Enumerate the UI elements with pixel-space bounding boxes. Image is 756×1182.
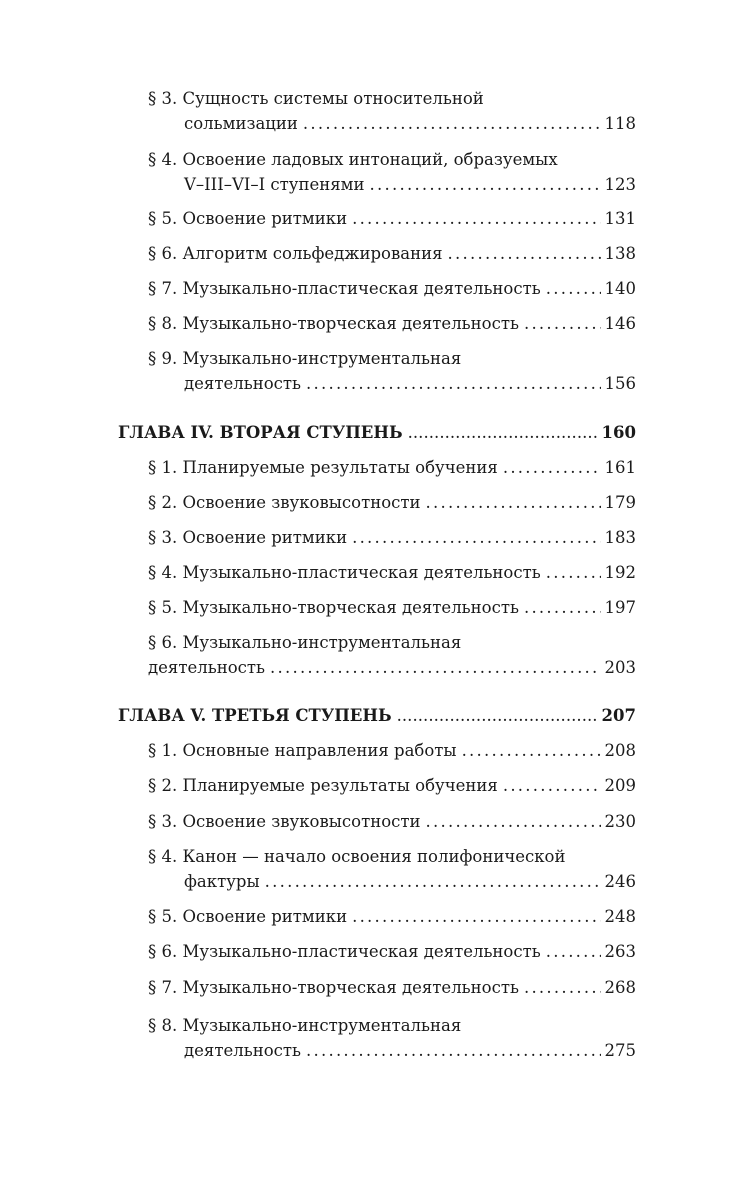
toc-entry-title: § 8. Музыкально-инструментальная xyxy=(148,1016,462,1035)
toc-page-number: 140 xyxy=(604,279,636,298)
toc-page-number: 230 xyxy=(604,812,636,831)
toc-entry-title: § 7. Музыкально-творческая деятельность xyxy=(148,978,519,997)
dot-leader xyxy=(524,311,601,336)
toc-entry-title: § 5. Освоение ритмики xyxy=(148,907,348,926)
toc-entry-title: § 4. Музыкально-пластическая деятельность xyxy=(148,563,541,582)
toc-entry-title-continued: деятельность xyxy=(184,374,301,393)
toc-entry-title: § 5. Музыкально-творческая деятельность xyxy=(148,598,519,617)
dot-leader xyxy=(546,560,601,585)
toc-entry[interactable] xyxy=(0,809,756,834)
toc-page-number: 183 xyxy=(604,528,636,547)
dot-leader xyxy=(462,738,601,763)
toc-entry-title-continued: деятельность xyxy=(184,1041,301,1060)
toc-page-number: 123 xyxy=(604,175,636,194)
toc-entry-title: § 6. Музыкально-инструментальная xyxy=(148,633,462,652)
dot-leader xyxy=(397,703,598,728)
toc-page-number: 203 xyxy=(604,658,636,677)
dot-leader xyxy=(306,1038,601,1063)
toc-page-number: 138 xyxy=(604,244,636,263)
dot-leader xyxy=(265,869,601,894)
dot-leader xyxy=(503,455,601,480)
toc-entry[interactable] xyxy=(0,939,756,964)
toc-page-number: 192 xyxy=(604,563,636,582)
toc-entry-title-continued: деятельность xyxy=(148,658,265,677)
toc-entry-title: § 3. Освоение звуковысотности xyxy=(148,812,421,831)
toc-page-number: 248 xyxy=(604,907,636,926)
dot-leader xyxy=(270,655,601,680)
toc-entry-title: § 2. Планируемые результаты обучения xyxy=(148,776,498,795)
dot-leader xyxy=(426,490,601,515)
dot-leader xyxy=(524,975,601,1000)
toc-chapter-entry[interactable] xyxy=(0,703,756,728)
toc-entry[interactable] xyxy=(0,455,756,480)
toc-entry[interactable] xyxy=(0,773,756,798)
toc-page-number: 160 xyxy=(601,423,636,442)
toc-entry[interactable] xyxy=(0,346,756,396)
dot-leader xyxy=(448,241,601,266)
toc-entry-title: § 2. Освоение звуковысотности xyxy=(148,493,421,512)
toc-page-number: 197 xyxy=(604,598,636,617)
toc-entry-title-continued: фактуры xyxy=(184,872,260,891)
toc-page-number: 209 xyxy=(604,776,636,795)
toc-entry-title-continued: сольмизации xyxy=(184,114,298,133)
dot-leader xyxy=(503,773,601,798)
toc-page-number: 131 xyxy=(604,209,636,228)
toc-entry[interactable] xyxy=(0,975,756,1000)
toc-entry[interactable] xyxy=(0,311,756,336)
toc-entry-title: § 4. Освоение ладовых интонаций, образуемых xyxy=(148,150,558,169)
toc-entry-title: § 8. Музыкально-творческая деятельность xyxy=(148,314,519,333)
toc-entry-title: § 9. Музыкально-инструментальная xyxy=(148,349,462,368)
toc-page-number: 246 xyxy=(604,872,636,891)
toc-page-number: 275 xyxy=(604,1041,636,1060)
toc-entry-title: § 6. Музыкально-пластическая деятельность xyxy=(148,942,541,961)
toc-page-number: 263 xyxy=(604,942,636,961)
toc-entry-title: § 7. Музыкально-пластическая деятельность xyxy=(148,279,541,298)
toc-entry[interactable] xyxy=(0,1013,756,1063)
toc-entry[interactable] xyxy=(0,490,756,515)
toc-page-number: 118 xyxy=(604,114,636,133)
toc-entry-title: § 5. Освоение ритмики xyxy=(148,209,348,228)
toc-entry-title: § 1. Планируемые результаты обучения xyxy=(148,458,498,477)
toc-page-number: 207 xyxy=(601,706,636,725)
toc-page-number: 146 xyxy=(604,314,636,333)
toc-chapter-title: ГЛАВА V. ТРЕТЬЯ СТУПЕНЬ xyxy=(118,706,392,725)
toc-entry[interactable] xyxy=(0,206,756,231)
toc-entry[interactable] xyxy=(0,241,756,266)
toc-entry[interactable] xyxy=(0,525,756,550)
toc-entry-title: § 3. Освоение ритмики xyxy=(148,528,348,547)
toc-entry-title: § 1. Основные направления работы xyxy=(148,741,457,760)
dot-leader xyxy=(524,595,601,620)
toc-entry[interactable] xyxy=(0,844,756,894)
dot-leader xyxy=(306,371,601,396)
toc-entry[interactable] xyxy=(0,276,756,301)
dot-leader xyxy=(352,525,600,550)
toc-entry[interactable] xyxy=(0,738,756,763)
dot-leader xyxy=(546,276,601,301)
toc-entry[interactable] xyxy=(0,147,756,197)
toc-entry[interactable] xyxy=(0,630,756,680)
dot-leader xyxy=(408,420,598,445)
toc-entry-title-continued: V–III–VI–I ступенями xyxy=(184,175,365,194)
toc-entry-title: § 3. Сущность системы относительной xyxy=(148,89,484,108)
toc-entry[interactable] xyxy=(0,86,756,136)
dot-leader xyxy=(352,904,600,929)
toc-page-number: 156 xyxy=(604,374,636,393)
dot-leader xyxy=(352,206,600,231)
dot-leader xyxy=(370,172,601,197)
toc-page-number: 161 xyxy=(604,458,636,477)
toc-entry[interactable] xyxy=(0,904,756,929)
dot-leader xyxy=(546,939,601,964)
toc-chapter-entry[interactable] xyxy=(0,420,756,445)
toc-page-number: 208 xyxy=(604,741,636,760)
toc-chapter-title: ГЛАВА IV. ВТОРАЯ СТУПЕНЬ xyxy=(118,423,403,442)
dot-leader xyxy=(303,111,601,136)
toc-entry[interactable] xyxy=(0,595,756,620)
toc-page-number: 268 xyxy=(604,978,636,997)
dot-leader xyxy=(426,809,601,834)
toc-entry[interactable] xyxy=(0,560,756,585)
toc-entry-title: § 4. Канон — начало освоения полифонической xyxy=(148,847,566,866)
toc-entry-title: § 6. Алгоритм сольфеджирования xyxy=(148,244,443,263)
toc-page-number: 179 xyxy=(604,493,636,512)
